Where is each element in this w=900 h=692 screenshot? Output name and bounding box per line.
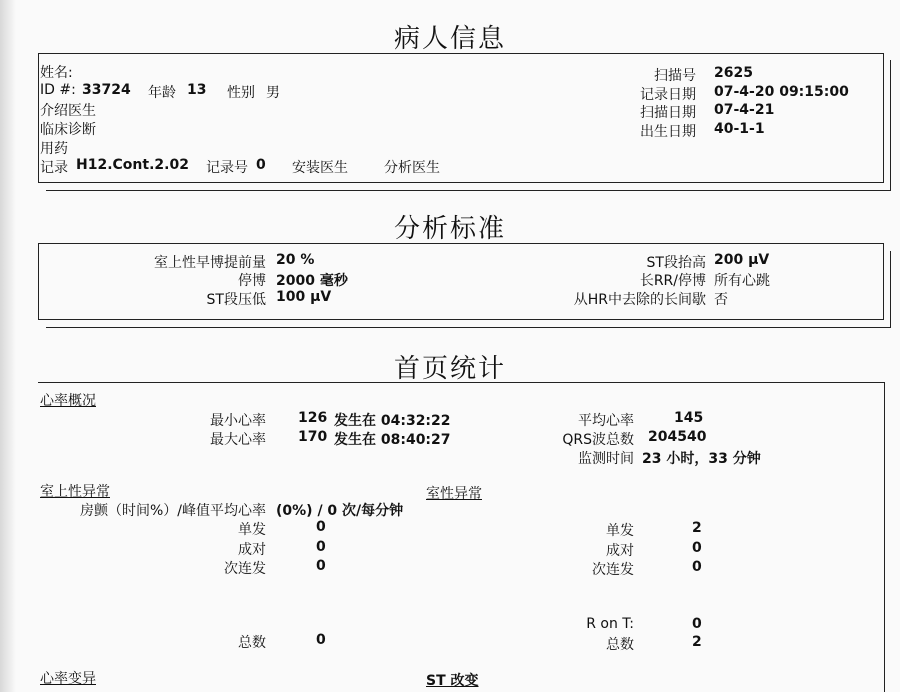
record-no-label: 记录号	[206, 160, 248, 176]
max-hr-value: 170	[298, 429, 328, 445]
v-run-value: 0	[692, 559, 702, 575]
scan-date-label: 扫描日期	[640, 105, 696, 121]
pause-value: 2000 毫秒	[276, 273, 348, 289]
v-pair-value: 0	[692, 540, 702, 556]
patient-name-label: 姓名:	[40, 65, 73, 81]
patient-info-title: 病人信息	[394, 24, 507, 54]
sv-run-value: 0	[316, 558, 326, 574]
sv-single-value: 0	[316, 519, 326, 535]
stats-box-right-border	[884, 382, 885, 692]
v-total-label: 总数	[606, 637, 634, 653]
max-hr-label: 最大心率	[210, 432, 266, 448]
record-date-label: 记录日期	[640, 87, 696, 103]
r-on-t-label: R on T:	[586, 616, 634, 632]
st-depression-value: 100 μV	[276, 289, 332, 305]
st-change-heading: ST 改变	[426, 673, 479, 689]
patient-id-value: 33724	[82, 82, 131, 98]
svpb-prematurity-value: 20 %	[276, 252, 315, 268]
medication-label: 用药	[40, 141, 68, 157]
min-hr-label: 最小心率	[210, 413, 266, 429]
max-hr-time: 发生在 08:40:27	[334, 432, 451, 448]
min-hr-time: 发生在 04:32:22	[334, 413, 451, 429]
patient-id-label: ID #:	[40, 82, 76, 98]
recorder-label: 记录	[40, 160, 68, 176]
long-rr-value: 所有心跳	[714, 273, 770, 289]
patient-sex-label: 性别	[227, 85, 255, 101]
sv-run-label: 次连发	[224, 561, 266, 577]
min-hr-value: 126	[298, 410, 328, 426]
sv-total-value: 0	[316, 632, 326, 648]
sv-pair-value: 0	[316, 539, 326, 555]
install-doctor-label: 安装医生	[292, 160, 348, 176]
scan-left-edge	[0, 0, 16, 692]
home-stats-title: 首页统计	[394, 354, 507, 384]
qrs-total-value: 204540	[648, 429, 707, 445]
record-date-value: 07-4-20 09:15:00	[714, 84, 849, 100]
v-ectopy-heading: 室性异常	[426, 486, 482, 502]
r-on-t-value: 0	[692, 616, 702, 632]
recorder-value: H12.Cont.2.02	[76, 157, 189, 173]
patient-age-label: 年龄	[148, 85, 176, 101]
v-run-label: 次连发	[592, 562, 634, 578]
v-single-label: 单发	[606, 523, 634, 539]
st-elevation-label: ST段抬高	[646, 255, 706, 271]
scan-no-value: 2625	[714, 65, 753, 81]
hr-overview-heading: 心率概况	[40, 393, 96, 409]
svpb-prematurity-label: 室上性早博提前量	[154, 255, 266, 271]
clinical-diagnosis-label: 临床诊断	[40, 122, 96, 138]
scan-no-label: 扫描号	[654, 68, 696, 84]
record-no-value: 0	[256, 157, 266, 173]
af-value: (0%) / 0 次/每分钟	[276, 503, 404, 519]
pause-label: 停博	[238, 273, 266, 289]
v-pair-label: 成对	[606, 543, 634, 559]
af-label: 房颤（时间%）/峰值平均心率	[79, 503, 266, 519]
v-single-value: 2	[692, 520, 702, 536]
analysis-standard-title: 分析标准	[394, 214, 507, 244]
patient-sex-value: 男	[266, 85, 280, 101]
st-elevation-value: 200 μV	[714, 252, 770, 268]
v-total-value: 2	[692, 634, 702, 650]
sv-ectopy-heading: 室上性异常	[40, 484, 110, 500]
remove-long-pause-value: 否	[714, 292, 728, 308]
patient-age-value: 13	[187, 82, 207, 98]
referring-doctor-label: 介绍医生	[40, 103, 96, 119]
sv-single-label: 单发	[238, 522, 266, 538]
sv-total-label: 总数	[238, 635, 266, 651]
remove-long-pause-label: 从HR中去除的长间歇	[573, 292, 706, 308]
analysis-doctor-label: 分析医生	[384, 160, 440, 176]
qrs-total-label: QRS波总数	[562, 432, 634, 448]
long-rr-label: 长RR/停博	[639, 273, 706, 289]
st-depression-label: ST段压低	[206, 292, 266, 308]
avg-hr-value: 145	[674, 410, 704, 426]
sv-pair-label: 成对	[238, 542, 266, 558]
hrv-heading: 心率变异	[40, 671, 96, 687]
monitor-time-label: 监测时间	[578, 451, 634, 467]
scan-date-value: 07-4-21	[714, 102, 775, 118]
birth-date-label: 出生日期	[640, 124, 696, 140]
avg-hr-label: 平均心率	[578, 413, 634, 429]
stats-box-top-border	[38, 382, 884, 383]
monitor-time-value: 23 小时，33 分钟	[642, 451, 761, 467]
birth-date-value: 40-1-1	[714, 121, 765, 137]
